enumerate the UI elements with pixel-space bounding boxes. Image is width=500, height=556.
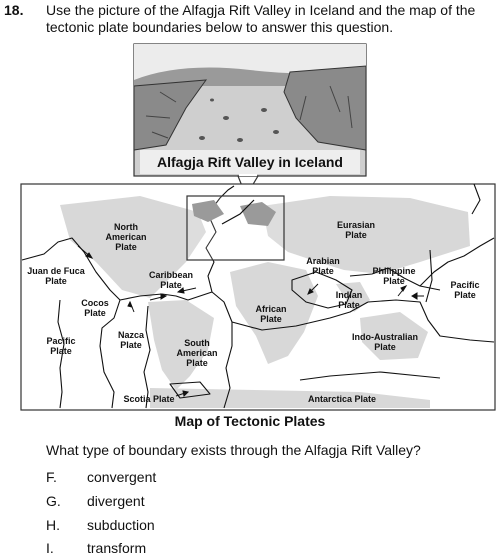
plate-label-scotia: Scotia Plate: [123, 394, 175, 404]
plate-label-cocos: Cocos Plate: [81, 298, 109, 318]
answer-choice-i[interactable]: [46, 540, 146, 556]
plate-label-antarctica: Antarctica Plate: [307, 394, 377, 404]
question-text: Use the picture of the Alfagja Rift Valley in Iceland and the map of the tectonic plate boundaries below to answer this question.: [46, 2, 476, 35]
map-title: Map of Tectonic Plates: [174, 413, 326, 429]
inset-caption: Alfagja Rift Valley in Iceland: [157, 154, 343, 170]
choice-text: subduction: [87, 517, 155, 533]
choice-text: transform: [87, 540, 147, 556]
plate-label-philippine: Philippine Plate: [372, 266, 416, 286]
plate-label-pacific-east: Pacific Plate: [450, 280, 480, 300]
plate-label-pacific-west: Pacific Plate: [46, 336, 76, 356]
plate-label-south-american: South American Plate: [176, 338, 218, 368]
plate-label-caribbean: Caribbean Plate: [148, 270, 193, 290]
choice-letter: H.: [46, 517, 60, 533]
answer-choice-h[interactable]: [46, 517, 155, 533]
choice-letter: F.: [46, 469, 57, 485]
plate-label-north-american: North American Plate: [105, 222, 147, 252]
answer-choice-g[interactable]: [46, 493, 145, 509]
plate-label-eurasian: Eurasian Plate: [336, 220, 376, 240]
question-number: 18.: [4, 2, 24, 18]
choice-letter: G.: [46, 493, 61, 509]
plate-label-african: African Plate: [255, 304, 287, 324]
plate-label-nazca: Nazca Plate: [117, 330, 144, 350]
plate-label-juan-de-fuca: Juan de Fuca Plate: [27, 266, 85, 286]
question-prompt: What type of boundary exists through the Alfagja Rift Valley?: [46, 442, 421, 458]
plate-label-indo-australian: Indo-Australian Plate: [351, 332, 418, 352]
plate-label-arabian: Arabian Plate: [306, 256, 340, 276]
plate-label-indian: Indian Plate: [335, 290, 363, 310]
choice-text: convergent: [87, 469, 157, 485]
choice-letter: I.: [46, 540, 54, 556]
answer-choice-f[interactable]: [46, 469, 156, 485]
choice-text: divergent: [87, 493, 145, 509]
